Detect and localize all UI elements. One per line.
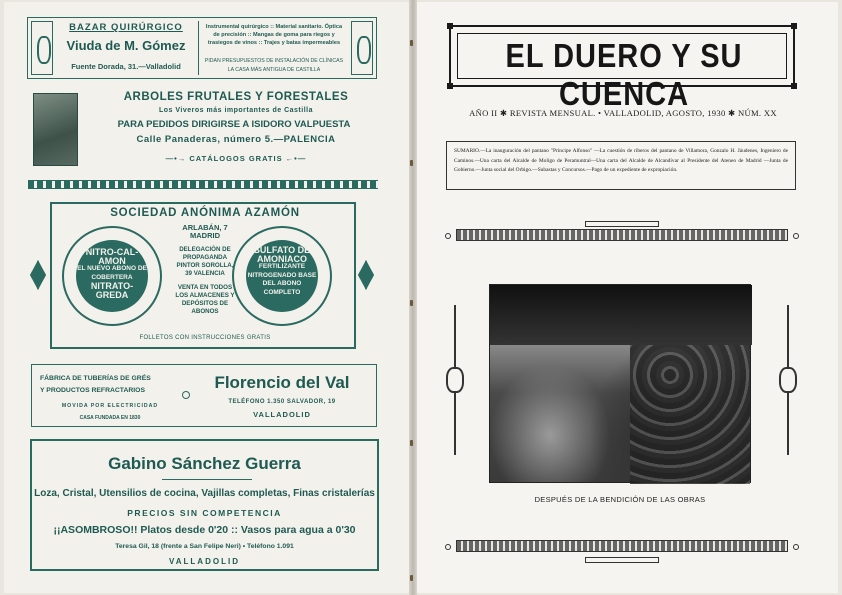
seal1-bottom: NITRATO-GREDA	[90, 281, 134, 300]
ad-guerra-goods: Loza, Cristal, Utensilios de cocina, Vajillas completas, Finas cristalerías	[34, 488, 375, 499]
ornamental-border	[456, 540, 788, 552]
book-spine	[409, 0, 417, 595]
ad-guerra-city: VALLADOLID	[169, 557, 240, 566]
divider	[162, 479, 252, 480]
ad-del-val-left1: FÁBRICA DE TUBERÍAS DE GRÉS	[40, 375, 151, 382]
ornament-icon	[779, 305, 797, 455]
ornament-icon	[358, 220, 376, 332]
seal1-top: NITRO-CAL-AMON	[85, 247, 139, 266]
ad-del-val	[31, 364, 377, 427]
ad-guerra-prices: PRECIOS SIN COMPETENCIA	[127, 508, 282, 518]
seal2-bottom: DEL ABONO COMPLETO	[262, 280, 302, 296]
ad-gomez-note: PIDAN PRESUPUESTOS DE INSTALACIÓN DE CLÍNICAS	[204, 58, 344, 64]
stitch-mark	[410, 160, 413, 166]
summary-box: SUMARIO.—La inauguración del pantano "Príncipe Alfonso" —La cuestión de ríberos del pantano de Villamora, Gonzalo H. Jáudenes, Ingeniero de Caminos.—Una carta del Alcalde de Moligo de Peramuntral—Una carta del Alcalde de Alcandívar al Presidente del Ateneo de Madrid —Junta de Gobierno.—Junta social del Orbigo.—Subastas y Concursos.—Pago de un expediente de expropiación.	[446, 141, 796, 190]
ad-azamon-address-block	[175, 224, 235, 316]
ad-gomez-address: Fuente Dorada, 31.—Valladolid	[71, 62, 181, 71]
ornament-icon	[585, 557, 659, 563]
ad-gomez-products: Instrumental quirúrgico :: Material sanitario. Óptica de precisión :: Mangas de goma para riegos y trasiegos de vinos :: Trajes y batas impermeables	[205, 24, 343, 46]
ad-del-val-phone: TELÉFONO 1.350 SALVADOR, 19	[228, 399, 336, 405]
ad-guerra-offer: ¡¡ASOMBROSO!! Platos desde 0'20 :: Vasos para agua a 0'30	[53, 524, 356, 536]
ad-gomez-note2: LA CASA MÁS ANTIGUA DE CASTILLA	[227, 67, 321, 73]
ornament-icon	[351, 21, 373, 75]
ad-gomez	[27, 17, 377, 79]
ad-gomez-title: BAZAR QUIRÚRGICO	[69, 22, 183, 33]
ad-del-val-left	[40, 373, 180, 397]
ad-azamon-address: ARLABÁN, 7 MADRID	[182, 223, 228, 240]
divider	[198, 21, 199, 75]
ad-valpuesta-line1: ARBOLES FRUTALES Y FORESTALES	[123, 91, 349, 103]
ad-guerra-address: Teresa Gil, 18 (frente a San Felipe Neri) • Teléfono 1.091	[115, 543, 294, 550]
ad-valpuesta-line4: Calle Panaderas, número 5.—PALENCIA	[136, 134, 336, 145]
seal2-mid: FERTILIZANTE NITROGENADO BASE	[247, 263, 317, 279]
ad-azamon-heading: SOCIEDAD ANÓNIMA AZAMÓN	[110, 207, 300, 219]
issue-line: AÑO II ✱ REVISTA MENSUAL. • VALLADOLID, AGOSTO, 1930 ✱ NÚM. XX	[469, 108, 777, 118]
ad-valpuesta-line3: PARA PEDIDOS DIRIGIRSE A ISIDORO VALPUESTA	[117, 119, 351, 130]
ornamental-border	[456, 229, 788, 241]
ad-del-val-left3: MOVIDA POR ELECTRICIDAD	[61, 403, 159, 409]
ornament-icon	[30, 220, 48, 332]
stitch-mark	[410, 575, 413, 581]
stitch-mark	[410, 40, 413, 46]
seal-nitro-cal-amon	[62, 226, 162, 326]
nursery-photo	[33, 93, 78, 166]
ad-del-val-left2: Y PRODUCTOS REFRACTARIOS	[40, 387, 145, 394]
ornament-icon	[585, 221, 659, 227]
seal2-top: SULFATO DE AMONIACO	[253, 245, 311, 264]
stitch-mark	[410, 300, 413, 306]
ad-valpuesta-line5: —•→ CATÁLOGOS GRATIS ←•—	[165, 154, 307, 163]
ornamental-border	[28, 180, 378, 189]
seal1-mid: EL NUEVO ABONO DE COBERTERA	[77, 265, 147, 281]
ornament-icon	[182, 391, 190, 399]
ad-guerra	[30, 439, 379, 571]
ad-guerra-name: Gabino Sánchez Guerra	[108, 454, 301, 473]
ornament-icon	[31, 21, 53, 75]
ad-del-val-left4: CASA FUNDADA EN 1830	[79, 415, 141, 421]
ad-del-val-city: VALLADOLID	[253, 410, 311, 419]
stitch-mark	[410, 440, 413, 446]
ad-valpuesta-line2: Los Viveros más importantes de Castilla	[159, 107, 313, 114]
ad-gomez-name: Viuda de M. Gómez	[66, 38, 186, 53]
ad-del-val-name: Florencio del Val	[214, 373, 350, 392]
blessing-photo	[489, 284, 751, 483]
ad-azamon-footer: FOLLETOS CON INSTRUCCIONES GRATIS	[139, 335, 271, 341]
ad-azamon-delegation: DELEGACIÓN DE PROPAGANDA PINTOR SOROLLA, 39 VALENCIA	[176, 246, 234, 277]
seal-sulfato-amoniaco	[232, 226, 332, 326]
photo-caption: DESPUÉS DE LA BENDICIÓN DE LAS OBRAS	[534, 495, 706, 504]
ad-azamon-sale: VENTA EN TODOS LOS ALMACENES Y DEPÓSITOS DE ABONOS	[175, 284, 235, 315]
ornament-icon	[446, 305, 464, 455]
masthead-title: EL DUERO Y SU CUENCA	[505, 38, 743, 113]
